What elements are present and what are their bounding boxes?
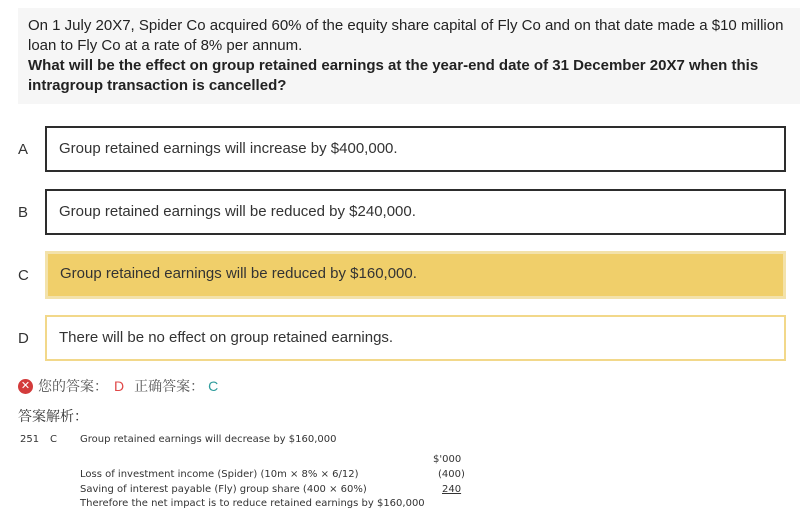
option-b[interactable]: Group retained earnings will be reduced by $240,000.: [45, 189, 786, 235]
solution-conclusion: Therefore the net impact is to reduce retained earnings by $160,000: [80, 498, 425, 509]
your-answer-value: D: [114, 378, 125, 394]
option-b-letter: B: [18, 204, 29, 221]
solution-line-1-value: (400): [438, 469, 465, 480]
answer-result-row: [18, 376, 218, 396]
solution-line-2-label: Saving of interest payable (Fly) group share (400 × 60%): [80, 484, 367, 495]
solution-line-1-label: Loss of investment income (Spider) (10m × 8% × 6/12): [80, 469, 359, 480]
solution-number: 251: [20, 434, 40, 445]
solution-heading: Group retained earnings will decrease by $160,000: [80, 434, 337, 445]
solution-letter: C: [50, 434, 57, 445]
your-answer-label: 您的答案：: [38, 378, 108, 394]
option-d-letter: D: [18, 330, 29, 347]
option-c-correct[interactable]: Group retained earnings will be reduced by $160,000.: [45, 251, 786, 299]
option-d-selected[interactable]: There will be no effect on group retained earnings.: [45, 315, 786, 361]
question-text: On 1 July 20X7, Spider Co acquired 60% of the equity share capital of Fly Co and on that date made a $10 million loan to Fly Co at a rate of 8% per annum.: [28, 17, 784, 54]
question-prompt: What will be the effect on group retained earnings at the year-end date of 31 December 20X7 when this intragroup transaction is cancelled?: [28, 57, 759, 94]
solution-unit: $'000: [433, 454, 462, 465]
question-panel: [18, 8, 800, 104]
option-a[interactable]: Group retained earnings will increase by $400,000.: [45, 126, 786, 172]
wrong-x-icon: ✕: [18, 379, 33, 394]
correct-answer-value: C: [208, 378, 219, 394]
solution-line-2-value: 240: [442, 484, 462, 495]
option-a-letter: A: [18, 141, 29, 158]
analysis-title: 答案解析：: [18, 408, 88, 424]
correct-answer-label: 正确答案：: [134, 378, 205, 394]
option-c-letter: C: [18, 267, 29, 284]
